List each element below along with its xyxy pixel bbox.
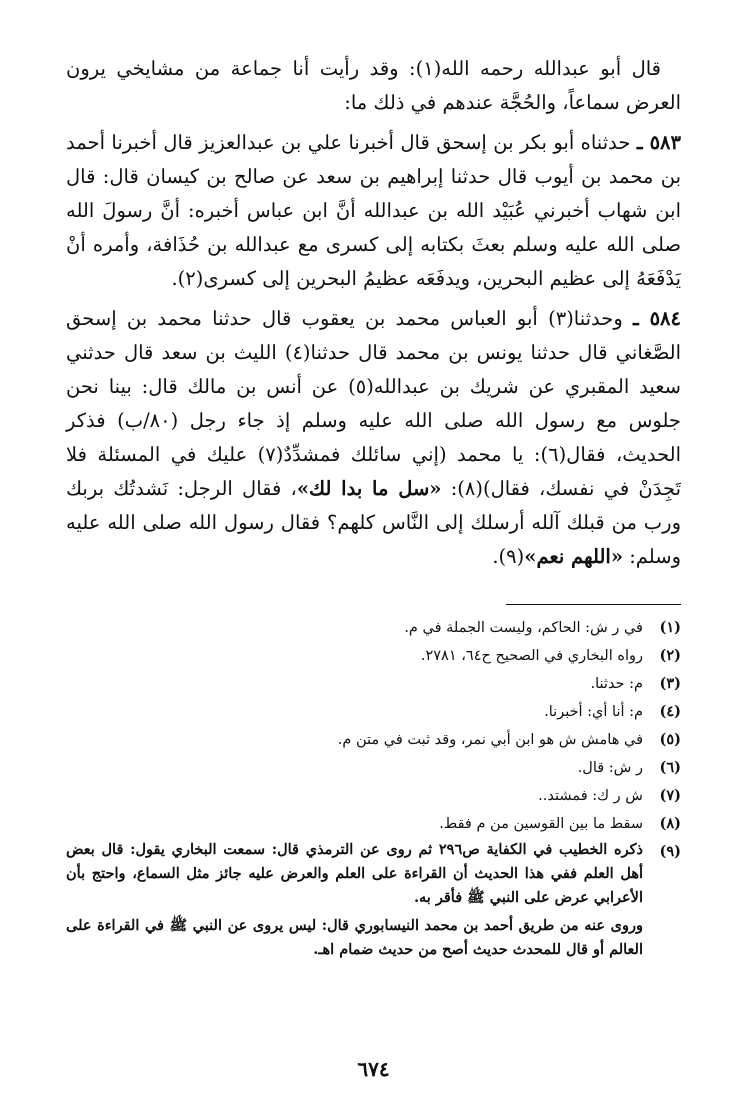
page-content <box>66 52 682 1081</box>
footnote-item <box>66 810 681 838</box>
footnote-text: م: أنا أي: أخبرنا. <box>544 704 643 720</box>
hadith-number-584: ٥٨٤ ـ <box>633 307 681 330</box>
footnote-item <box>66 698 681 726</box>
hadith-text-584-c: (٩). <box>492 545 525 568</box>
footnote-marker: (٧) <box>659 787 681 804</box>
footnote-text: في ر ش: الحاكم، وليست الجملة في م. <box>404 620 643 636</box>
footnote-item <box>66 642 681 670</box>
hadith-number-583: ٥٨٣ ـ <box>636 131 681 154</box>
footnote-marker: (٢) <box>659 647 681 664</box>
footnote-item <box>66 782 681 810</box>
footnote-text: م: حدثنا. <box>590 676 643 692</box>
footnote-separator <box>506 604 681 605</box>
quote-ask: «سل ما بدا لك» <box>296 477 442 500</box>
footnote-text: سقط ما بين القوسين من م فقط. <box>439 816 643 832</box>
footnote-marker: (٩) <box>659 843 681 860</box>
footnote-item <box>66 726 681 754</box>
footnote-item <box>66 838 681 910</box>
footnote-item <box>66 614 681 642</box>
footnote-continuation: وروى عنه من طريق أحمد بن محمد النيسابوري قال: ليس يروى عن النبي ﷺ في القراءة على العالم أو قال للمحدث حديث أصح من حديث ضمام اهـ. <box>66 917 643 958</box>
footnote-item <box>66 754 681 782</box>
paragraph-584 <box>66 302 681 574</box>
footnote-text: ر ش: قال. <box>577 760 643 776</box>
footnote-marker: (٣) <box>659 675 681 692</box>
footnotes <box>66 614 681 962</box>
footnote-marker: (٨) <box>659 815 681 832</box>
footnote-marker: (٥) <box>659 731 681 748</box>
footnote-marker: (٤) <box>659 703 681 720</box>
footnote-text: ش ر ك: فمشتد.. <box>538 788 643 804</box>
hadith-text-584-a: وحدثنا(٣) أبو العباس محمد بن يعقوب قال حدثنا محمد بن إسحق الصَّغاني قال حدثنا يونس بن محمد قال حدثنا(٤) الليث بن سعد قال حدثني سعيد المقبري عن شريك بن عبدالله(٥) عن أنس بن مالك قال: بينا نحن جلوس مع رسول الله صلى الله عليه وسلم إذ جاء رجل (٨٠/ب) فذكر الحديث، فقال(٦): يا محمد (إني سائلك فمشدِّدٌ(٧) عليك في المسئلة فلا تَجِدَنْ في نفسك، فقال)(٨): <box>66 307 682 500</box>
quote-answer: «اللهم نعم» <box>524 545 624 568</box>
footnote-marker: (٦) <box>659 759 681 776</box>
footnote-marker: (١) <box>659 619 681 636</box>
footnote-text: ذكره الخطيب في الكفاية ص٢٩٦ ثم روى عن الترمذي قال: سمعت البخاري يقول: قال بعض أهل العلم ففي هذا الحديث أن القراءة على العلم والعرض عليه جائز مثل السماع، واحتج بأن الأعرابي عرض على النبي ﷺ فأقر به. <box>66 841 643 906</box>
paragraph-intro: قال أبو عبدالله رحمه الله(١): وقد رأيت أنا جماعة من مشايخي يرون العرض سماعاً، والحُجَّة عندهم في ذلك ما: <box>66 57 681 114</box>
footnote-text: في هامش ش هو ابن أبي نمر، وقد ثبت في متن م. <box>337 732 643 748</box>
footnote-item <box>66 670 681 698</box>
paragraph-583 <box>66 126 681 296</box>
hadith-text-584-b: ، فقال الرجل: نَشدتُك بربك ورب من قبلك آلله أرسلك إلى النَّاس كلهم؟ فقال رسول الله صلى الله عليه وسلم: <box>66 477 681 568</box>
hadith-text-583: حدثناه أبو بكر بن إسحق قال أخبرنا علي بن عبدالعزيز قال أخبرنا أحمد بن محمد بن أيوب قال حدثنا إبراهيم بن سعد عن صالح بن كيسان قال: قال ابن شهاب أخبرني عُبَيْد الله بن عبدالله أنَّ ابن عباس أخبره: أنَّ رسولَ الله صلى الله عليه وسلم بعثَ بكتابه إلى كسرى مع عبدالله بن حُذَافة، وأمره أنْ يَدْفَعَهُ إلى عظيم البحرين، ويدفَعَه عظيمُ البحرين إلى كسرى(٢). <box>66 131 681 290</box>
footnote-text: رواه البخاري في الصحيح ح٦٤، ٢٧٨١. <box>420 648 643 664</box>
page-number: ٦٧٤ <box>357 1057 390 1081</box>
